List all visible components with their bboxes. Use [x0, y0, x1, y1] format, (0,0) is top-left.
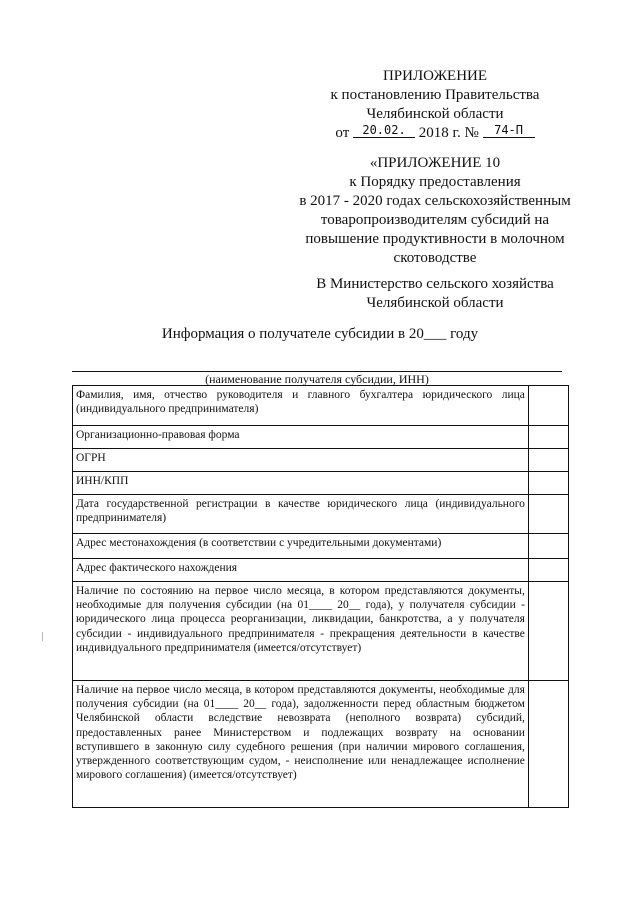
- inner-appendix-line: скотоводстве: [393, 250, 477, 266]
- table-row: [73, 426, 569, 449]
- table-row: [73, 559, 569, 582]
- row-label: Наличие на первое число месяца, в котором представляются документы, необходимые для получения субсидии (на 01____ 20__ года), задолженности перед областным бюджетом Челябинской области вследствие невозврата (неполного возврата) субсидий, предоставленных ранее Министерством и подлежащих возврату на основании вступившего в законную силу судебного решения (при наличии мирового соглашения, утвержденного соответствующим судом, - неисполнение или ненадлежащее исполнение мирового соглашения) (имеется/отсутствует): [73, 681, 529, 808]
- addressee: [255, 275, 615, 313]
- inner-appendix-line: повышение продуктивности в молочном: [305, 231, 565, 247]
- row-label: Адрес фактического нахождения: [73, 559, 529, 582]
- appendix-line-1: к постановлению Правительства: [330, 87, 540, 103]
- row-label: Наличие по состоянию на первое число месяца, в котором представляются документы, необходимые для получения субсидии (на 01____ 20__ года), у получателя субсидии - юридического лица процесса реорганизации, ликвидации, банкротства, а у получателя субсидии - индивидуального предпринимателя - прекращения деятельности в качестве индивидуального предпринимателя (имеется/отсутствует): [73, 582, 529, 681]
- date-field: 20.02.: [353, 123, 415, 138]
- row-value-cell: [528, 681, 568, 808]
- date-prefix: от: [335, 125, 350, 141]
- table-row: [73, 582, 569, 681]
- table-row: [73, 681, 569, 808]
- row-label: Дата государственной регистрации в качестве юридического лица (индивидуального предпринимателя): [73, 495, 529, 534]
- row-label: Фамилия, имя, отчество руководителя и главного бухгалтера юридического лица (индивидуального предпринимателя): [73, 386, 529, 426]
- row-value-cell: [528, 386, 568, 426]
- row-value-cell: [528, 426, 568, 449]
- row-value-cell: [528, 534, 568, 559]
- document-title: Информация о получателе субсидии в 20___ году: [161, 326, 479, 342]
- row-label: Адрес местонахождения (в соответствии с учредительными документами): [73, 534, 529, 559]
- appendix-date-line: [255, 124, 615, 143]
- appendix-header: [255, 67, 615, 143]
- table-row: [73, 534, 569, 559]
- inner-appendix-header: [255, 154, 615, 268]
- table-row: [73, 449, 569, 472]
- row-value-cell: [528, 582, 568, 681]
- inner-appendix-line: товаропроизводителям субсидий на: [320, 212, 550, 228]
- table-row: [73, 386, 569, 426]
- row-label: Организационно-правовая форма: [73, 426, 529, 449]
- recipient-caption: (наименование получателя субсидии, ИНН): [205, 372, 429, 386]
- appendix-title: ПРИЛОЖЕНИЕ: [382, 68, 488, 84]
- row-value-cell: [528, 495, 568, 534]
- year-text: 2018 г. №: [418, 125, 479, 141]
- row-value-cell: [528, 449, 568, 472]
- inner-appendix-line: в 2017 - 2020 годах сельскохозяйственным: [299, 193, 571, 209]
- addressee-line-1: В Министерство сельского хозяйства: [316, 276, 554, 292]
- table-row: [73, 472, 569, 495]
- row-label: ИНН/КПП: [73, 472, 529, 495]
- inner-appendix-line: к Порядку предоставления: [349, 174, 521, 190]
- addressee-line-2: Челябинской области: [366, 295, 504, 311]
- recipient-info-table: [72, 385, 569, 808]
- appendix-line-2: Челябинской области: [366, 106, 504, 122]
- number-field: 74-П: [483, 123, 535, 138]
- row-value-cell: [528, 559, 568, 582]
- row-label: ОГРН: [73, 449, 529, 472]
- scan-margin-mark: [42, 632, 43, 641]
- inner-appendix-title: «ПРИЛОЖЕНИЕ 10: [369, 155, 501, 171]
- row-value-cell: [528, 472, 568, 495]
- table-row: [73, 495, 569, 534]
